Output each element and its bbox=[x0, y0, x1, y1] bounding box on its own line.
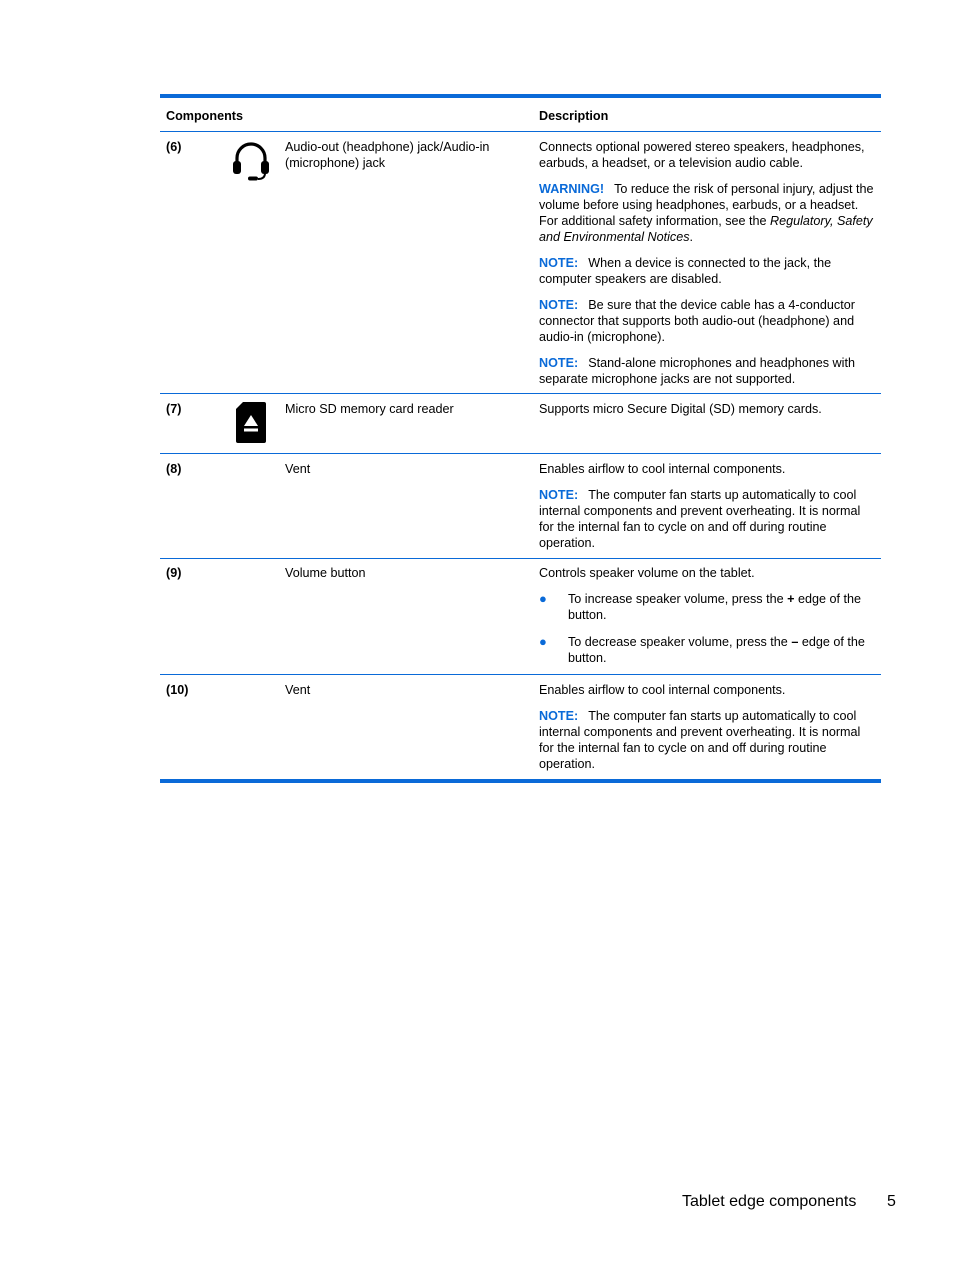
note-label: NOTE: bbox=[539, 256, 579, 270]
note-block bbox=[539, 708, 877, 772]
description-text: Controls speaker volume on the tablet. bbox=[539, 566, 755, 580]
row-number: (10) bbox=[166, 683, 189, 697]
note-block bbox=[539, 487, 877, 551]
component-description bbox=[539, 401, 877, 417]
note-text: The computer fan starts up automatically to cool internal components and prevent overheating. It is normal for the internal fan to cycle on and off during routine operation. bbox=[539, 709, 861, 771]
component-description bbox=[539, 139, 877, 387]
note-block bbox=[539, 255, 877, 287]
row-number: (7) bbox=[166, 402, 182, 416]
component-name: Vent bbox=[285, 462, 311, 476]
row-number: (6) bbox=[166, 140, 182, 154]
component-name: Vent bbox=[285, 683, 311, 697]
note-text: When a device is connected to the jack, the computer speakers are disabled. bbox=[539, 256, 832, 286]
table-header bbox=[160, 98, 881, 131]
component-description bbox=[539, 565, 877, 666]
warning-reference: Regulatory, Safety and Environmental Notices bbox=[539, 214, 873, 244]
component-name: Volume button bbox=[285, 566, 366, 580]
bullet-icon: ● bbox=[539, 591, 547, 606]
description-text: Supports micro Secure Digital (SD) memory cards. bbox=[539, 402, 822, 416]
description-text: Enables airflow to cool internal components. bbox=[539, 683, 786, 697]
row-number: (8) bbox=[166, 462, 182, 476]
warning-text: To reduce the risk of personal injury, adjust the volume before using headphones, earbuds, or a headset. For additional safety information, see the bbox=[539, 182, 874, 228]
component-name: Audio-out (headphone) jack/Audio-in (microphone) jack bbox=[285, 140, 490, 170]
note-text: The computer fan starts up automatically to cool internal components and prevent overheating. It is normal for the internal fan to cycle on and off during routine operation. bbox=[539, 488, 861, 550]
list-item: ● To increase speaker volume, press the + edge of the button. bbox=[539, 591, 861, 622]
note-label: NOTE: bbox=[539, 709, 579, 723]
description-text: Connects optional powered stereo speakers, headphones, earbuds, a headset, or a television audio cable. bbox=[539, 140, 865, 170]
note-block bbox=[539, 297, 877, 345]
note-text: Stand-alone microphones and headphones with separate microphone jacks are not supported. bbox=[539, 356, 855, 386]
table-row bbox=[160, 454, 881, 558]
component-description bbox=[539, 682, 877, 772]
component-name: Micro SD memory card reader bbox=[285, 402, 454, 416]
warning-label: WARNING! bbox=[539, 182, 605, 196]
headphone-jack-icon bbox=[232, 140, 270, 186]
description-text: Enables airflow to cool internal components. bbox=[539, 462, 786, 476]
header-components: Components bbox=[166, 109, 243, 123]
footer-section-title: Tablet edge components bbox=[682, 1193, 857, 1210]
table-row bbox=[160, 559, 881, 674]
table-row bbox=[160, 675, 881, 779]
table-row bbox=[160, 132, 881, 393]
components-table bbox=[160, 94, 881, 783]
page-number: 5 bbox=[887, 1193, 896, 1210]
bullet-icon: ● bbox=[539, 634, 547, 649]
row-number: (9) bbox=[166, 566, 182, 580]
note-label: NOTE: bbox=[539, 298, 579, 312]
note-text: Be sure that the device cable has a 4-conductor connector that supports both audio-out (headphone) and audio-in (microphone). bbox=[539, 298, 855, 344]
header-description: Description bbox=[539, 109, 609, 123]
warning-end: . bbox=[689, 230, 694, 244]
note-label: NOTE: bbox=[539, 356, 579, 370]
table-bottom-rule bbox=[160, 779, 881, 783]
component-description bbox=[539, 461, 877, 551]
note-label: NOTE: bbox=[539, 488, 579, 502]
warning-block bbox=[539, 181, 877, 245]
note-block bbox=[539, 355, 877, 387]
table-row bbox=[160, 394, 881, 453]
list-item: ● To decrease speaker volume, press the – edge of the button. bbox=[539, 634, 865, 665]
sd-card-icon bbox=[236, 402, 266, 447]
